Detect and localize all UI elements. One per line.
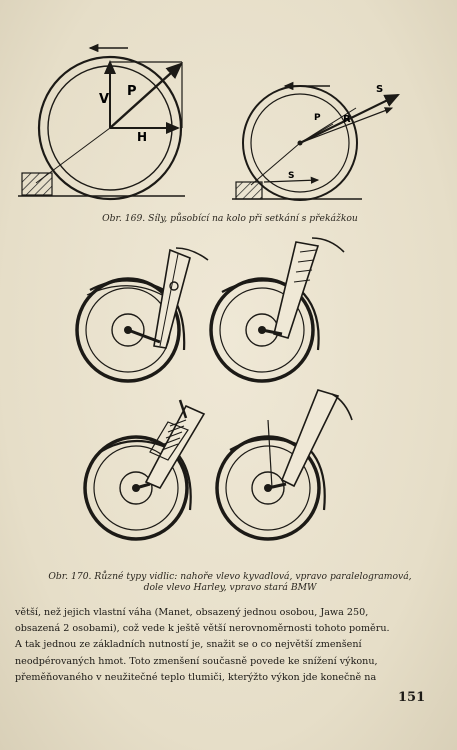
body-line: větší, než jejich vlastní váha (Manet, obsazený jednou osobou, Jawa 250, xyxy=(15,607,369,618)
body-line: A tak jednou ze základních nutností je, snažit se o co největší zmenšení xyxy=(15,639,362,651)
body-line: přeměňovaného v neužitečné teplo tlumiči, kterýžto výkon jde konečně na xyxy=(15,671,377,683)
label-p-right: P xyxy=(314,113,321,123)
figure-169-right-diagram xyxy=(0,0,457,215)
label-h: H xyxy=(137,130,148,144)
figure-170-caption-line1: Obr. 170. Různé typy vidlic: nahoře vlevo kyvadlová, vpravo paralelogramová, xyxy=(48,571,412,582)
body-paragraph xyxy=(15,605,443,686)
fork-leading-link xyxy=(77,248,208,381)
figure-169-caption: Obr. 169. Síly, působící na kolo při setkání s překážkou xyxy=(102,213,358,224)
body-line: obsazená 2 osobami), což vede k ještě větší nerovnoměrnosti tohoto poměru. xyxy=(15,623,390,635)
figure-170-diagram xyxy=(0,230,457,570)
fork-parallelogram xyxy=(211,238,344,381)
fork-bmw xyxy=(217,390,352,539)
label-p: P xyxy=(127,84,137,99)
label-s-top: S xyxy=(376,84,384,95)
figure-170-caption xyxy=(10,571,450,593)
label-v: V xyxy=(99,92,110,107)
label-r: R xyxy=(343,114,351,125)
body-line: neodpérovaných hmot. Toto zmenšení současně povede ke snížení výkonu, xyxy=(15,655,378,667)
page-number: 151 xyxy=(398,690,426,705)
figure-170-caption-line2: dole vlevo Harley, vpravo stará BMW xyxy=(143,582,317,593)
fork-harley xyxy=(85,400,204,539)
label-s-bottom: S xyxy=(288,171,295,181)
